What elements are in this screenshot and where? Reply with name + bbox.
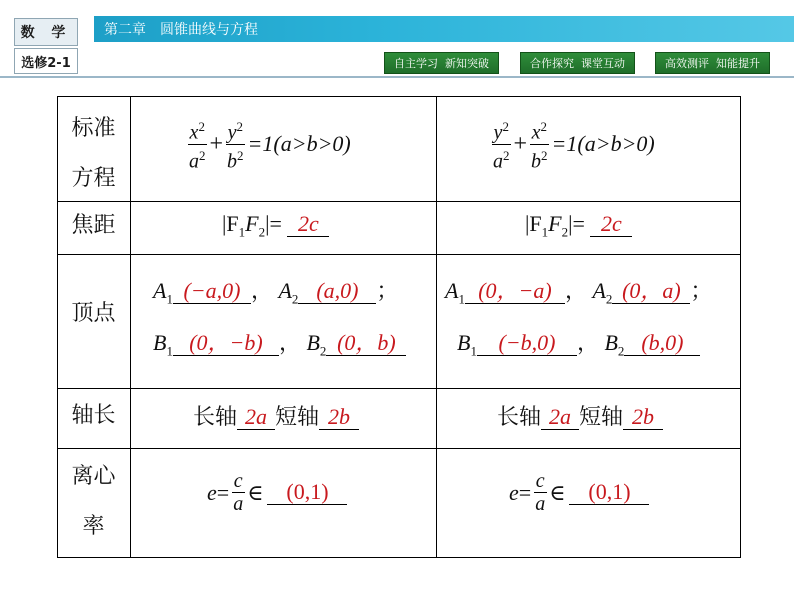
table-border-top	[57, 96, 741, 97]
answer-eccentricity-right: (0,1)	[588, 479, 631, 504]
axis-lengths-left: 长轴 2a 短轴 2b	[193, 400, 359, 431]
ellipse-properties-table	[57, 96, 741, 558]
table-row-divider-3	[57, 388, 741, 389]
answer-vertex-a2-right: (0，a)	[622, 278, 681, 303]
vertices-left-b: $B_1$ (0，−b) ， $B_2$ (0，b)	[153, 326, 406, 359]
row-label-line: 离心	[71, 464, 116, 489]
equation-rhs: =1(a>b>0)	[551, 131, 655, 157]
answer-eccentricity-left: (0,1)	[286, 479, 329, 504]
nav-button-cooperative[interactable]: 合作探究 课堂互动	[520, 52, 635, 74]
eccentricity-right: e = $\frac{c}{a}$ ∈ (0,1)	[509, 470, 649, 515]
answer-major-right: 2a	[549, 404, 572, 429]
row-label-axis-length	[57, 396, 130, 436]
row-label-focal-distance	[57, 206, 130, 246]
answer-vertex-b1-left: (0，−b)	[189, 330, 263, 355]
plus-sign: +	[209, 130, 224, 157]
row-label-line: 轴长	[71, 403, 116, 428]
eccentricity-left: e = $\frac{c}{a}$ ∈ (0,1)	[207, 470, 347, 515]
answer-vertex-b1-right: (−b,0)	[498, 330, 556, 355]
answer-focal-left: 2c	[298, 211, 319, 236]
fraction-x-over-a: $\frac{x^2}{a^2}$	[187, 116, 208, 172]
row-label-line: 标准	[71, 116, 116, 141]
row-label-line: 方程	[71, 166, 116, 191]
nav-button-self-study[interactable]: 自主学习 新知突破	[384, 52, 499, 74]
table-border-bottom	[57, 557, 741, 558]
answer-vertex-a2-left: (a,0)	[316, 278, 359, 303]
chapter-title: 第二章 圆锥曲线与方程	[104, 22, 258, 38]
table-row-divider-1	[57, 201, 741, 202]
header-divider	[0, 76, 794, 78]
table-row-divider-2	[57, 254, 741, 255]
equation-horizontal-major	[185, 116, 351, 172]
row-label-standard-equation	[57, 104, 130, 204]
top-bar	[0, 0, 794, 42]
vertices-left-a: $A_1$ (−a,0) ， $A_2$ (a,0) ；	[153, 278, 399, 307]
focal-distance-right: $|F_1F_2|= 2c$	[525, 211, 632, 240]
focal-distance-left: $|F_1F_2|= 2c$	[222, 211, 329, 240]
subject-tab[interactable]: 数 学	[14, 18, 78, 46]
row-label-eccentricity	[57, 452, 130, 552]
fraction-x-over-b: $\frac{x^2}{b^2}$	[529, 116, 550, 172]
table-border-right	[740, 96, 741, 558]
answer-minor-right: 2b	[632, 404, 655, 429]
axis-lengths-right: 长轴 2a 短轴 2b	[497, 400, 663, 431]
vertices-right-b: $B_1$ (−b,0) ， $B_2$ (b,0)	[457, 326, 700, 359]
row-label-line: 焦距	[71, 213, 116, 238]
course-tab[interactable]: 选修2-1	[14, 48, 78, 74]
answer-vertex-b2-right: (b,0)	[641, 330, 684, 355]
answer-vertex-b2-left: (0，b)	[337, 330, 396, 355]
answer-focal-right: 2c	[601, 211, 622, 236]
answer-major-left: 2a	[245, 404, 268, 429]
nav-button-assessment[interactable]: 高效测评 知能提升	[655, 52, 770, 74]
fraction-y-over-b: $\frac{y^2}{b^2}$	[225, 116, 246, 172]
plus-sign: +	[513, 130, 528, 157]
table-row-divider-4	[57, 448, 741, 449]
row-label-vertices	[57, 294, 130, 334]
equation-vertical-major	[489, 116, 655, 172]
table-col-divider-1	[130, 96, 131, 558]
vertices-right-a: $A_1$ (0，−a) ， $A_2$ (0，a) ；	[445, 278, 713, 307]
answer-vertex-a1-left: (−a,0)	[183, 278, 241, 303]
answer-vertex-a1-right: (0，−a)	[478, 278, 552, 303]
fraction-c-over-a: $\frac{c}{a}$	[535, 470, 546, 515]
answer-minor-left: 2b	[328, 404, 351, 429]
fraction-c-over-a: $\frac{c}{a}$	[233, 470, 244, 515]
table-col-divider-2	[436, 96, 437, 558]
row-label-line: 顶点	[71, 301, 116, 326]
row-label-line: 率	[82, 514, 105, 539]
fraction-y-over-a: $\frac{y^2}{a^2}$	[491, 116, 512, 172]
equation-rhs: =1(a>b>0)	[247, 131, 351, 157]
chapter-banner	[94, 16, 794, 42]
